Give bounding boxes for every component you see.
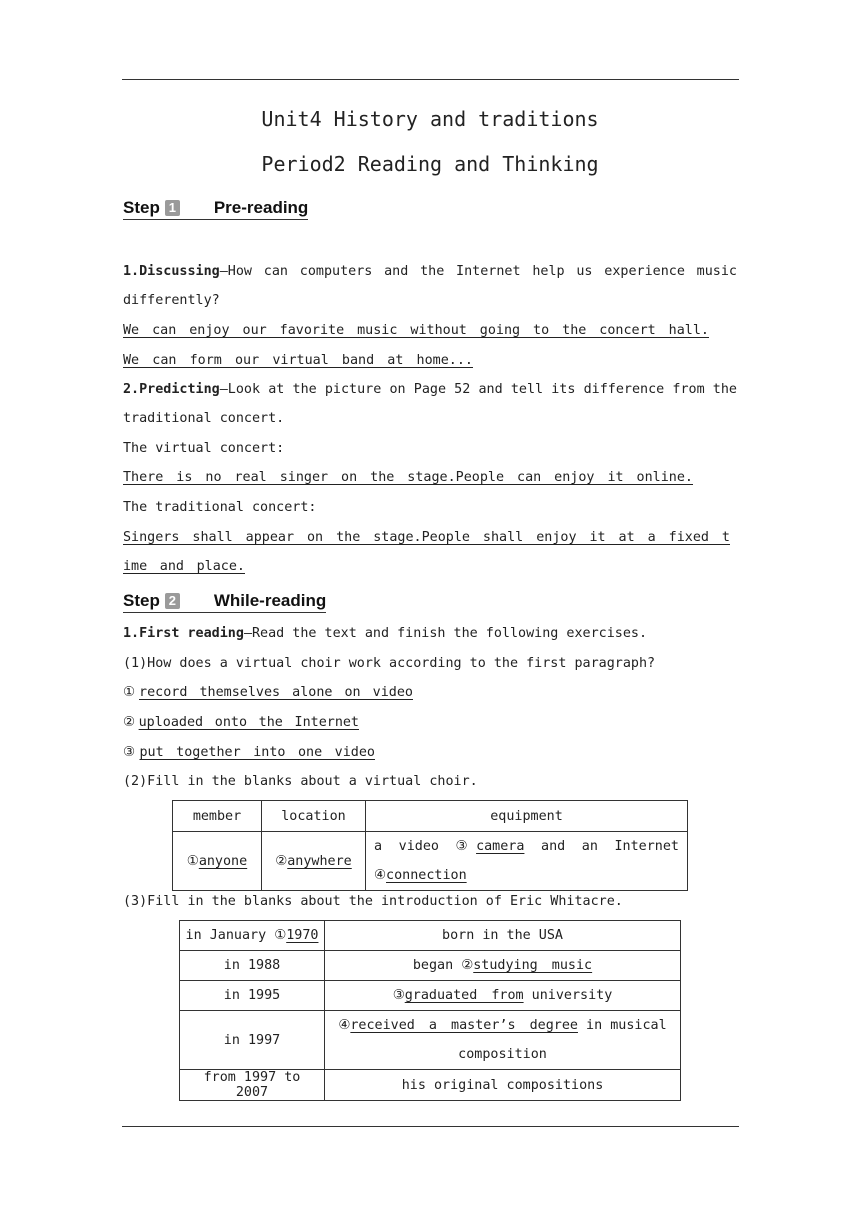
predicting-label: 2.Predicting (123, 382, 220, 397)
equipment-mark3: ③ (455, 839, 477, 854)
table-row (180, 951, 681, 981)
page-subtitle: Period2 Reading and Thinking (261, 152, 599, 176)
cell-member (173, 832, 262, 891)
header-location: location (262, 801, 366, 832)
discussing-question-line2: differently? (123, 293, 220, 308)
equipment-mid: and an Internet (524, 839, 679, 854)
discussing-answer2 (123, 353, 473, 369)
r1-time (180, 921, 325, 951)
r2-pre: began (412, 958, 462, 973)
step2-number: 2 (165, 593, 180, 609)
whitacre-table (179, 920, 681, 1101)
step1-number: 1 (165, 200, 180, 216)
question-2: (2)Fill in the blanks about a virtual choir. (123, 774, 478, 789)
traditional-concert-answer-line1 (123, 530, 730, 546)
answer-2 (123, 715, 359, 731)
equipment-line1 (374, 832, 679, 861)
r5-time: from 1997 to 2007 (180, 1070, 325, 1101)
step2-word: Step (123, 591, 160, 610)
equipment-mark4: ④ (374, 868, 387, 883)
r4-mark: ④ (338, 1018, 351, 1033)
answer-2-text: uploaded onto the Internet (138, 715, 359, 730)
r3-time: in 1995 (180, 981, 325, 1011)
question-1: (1)How does a virtual choir work according to the first paragraph? (123, 656, 656, 671)
cell-equipment (366, 832, 688, 891)
cell-location (262, 832, 366, 891)
discussing-answer2-text: We can form our virtual band at home... (123, 353, 473, 368)
r3-answer: graduated from (404, 988, 524, 1003)
traditional-concert-label: The traditional concert: (123, 500, 317, 515)
answer-3-text: put together into one video (139, 745, 375, 760)
location-answer: anywhere (287, 853, 352, 869)
r5-event: his original compositions (325, 1070, 681, 1101)
step1-name: Pre-reading (213, 198, 309, 217)
predicting-question-line2: traditional concert. (123, 411, 285, 426)
answer-2-mark: ② (123, 715, 139, 730)
discussing-answer1 (123, 323, 709, 339)
r1-mark: ① (274, 928, 287, 943)
table-row (180, 1070, 681, 1101)
r2-event (325, 951, 681, 981)
r1-time-text: in January (185, 928, 275, 943)
step1-heading (123, 198, 308, 220)
location-mark: ② (275, 853, 288, 869)
r3-post: university (523, 988, 613, 1003)
traditional-concert-answer-text1: Singers shall appear on the stage.People shall enjoy it at a fixed t (123, 530, 730, 545)
header-equipment: equipment (366, 801, 688, 832)
equipment-pre: a video (374, 839, 456, 854)
bottom-rule (122, 1126, 739, 1127)
equipment-answer3: camera (476, 839, 525, 854)
first-reading-line (123, 626, 737, 642)
traditional-concert-answer-line2 (123, 559, 245, 575)
r1-answer: 1970 (286, 928, 319, 943)
discussing-question-line1 (123, 264, 737, 280)
step2-name: While-reading (213, 591, 327, 610)
r1-event: born in the USA (325, 921, 681, 951)
predicting-question-line1 (123, 382, 737, 398)
virtual-concert-answer-text: There is no real singer on the stage.People can enjoy it online. (123, 470, 693, 485)
discussing-label: 1.Discussing (123, 264, 220, 279)
first-reading-instruction: —Read the text and finish the following exercises. (243, 626, 648, 641)
virtual-concert-label: The virtual concert: (123, 441, 285, 456)
traditional-concert-answer-text2: ime and place. (123, 559, 245, 574)
table-row (180, 921, 681, 951)
question-3: (3)Fill in the blanks about the introduction of Eric Whitacre. (123, 894, 623, 909)
table-row (180, 981, 681, 1011)
step1-word: Step (123, 198, 160, 217)
answer-3-mark: ③ (123, 745, 140, 760)
r2-answer: studying music (473, 958, 593, 973)
equipment-answer4: connection (386, 868, 467, 883)
virtual-choir-table (172, 800, 688, 891)
answer-1-mark: ① (123, 685, 140, 700)
virtual-concert-answer (123, 470, 693, 486)
discussing-question: —How can computers and the Internet help us experience music (219, 264, 737, 279)
r2-mark: ② (461, 958, 474, 973)
step2-heading (123, 591, 326, 613)
r2-time: in 1988 (180, 951, 325, 981)
table-row (173, 801, 688, 832)
header-member: member (173, 801, 262, 832)
top-rule (122, 79, 739, 80)
r4-line2: composition (458, 1047, 547, 1062)
answer-1 (123, 685, 413, 701)
equipment-line2 (374, 861, 679, 890)
predicting-question: —Look at the picture on Page 52 and tell its difference from the (219, 382, 737, 397)
answer-3 (123, 745, 375, 761)
r3-mark: ③ (392, 988, 405, 1003)
discussing-answer1-text: We can enjoy our favorite music without going to the concert hall. (123, 323, 709, 338)
answer-1-text: record themselves alone on video (139, 685, 413, 700)
page-title: Unit4 History and traditions (261, 107, 599, 131)
member-mark: ① (186, 853, 199, 869)
r4-line1 (329, 1011, 676, 1040)
r3-event (325, 981, 681, 1011)
table-row (180, 1011, 681, 1070)
r4-event (325, 1011, 681, 1070)
first-reading-label: 1.First reading (123, 626, 244, 641)
member-answer: anyone (198, 853, 248, 869)
table-row (173, 832, 688, 891)
r4-answer: received a master’s degree (350, 1018, 578, 1033)
r4-time: in 1997 (180, 1011, 325, 1070)
r4-post: in musical (577, 1018, 667, 1033)
